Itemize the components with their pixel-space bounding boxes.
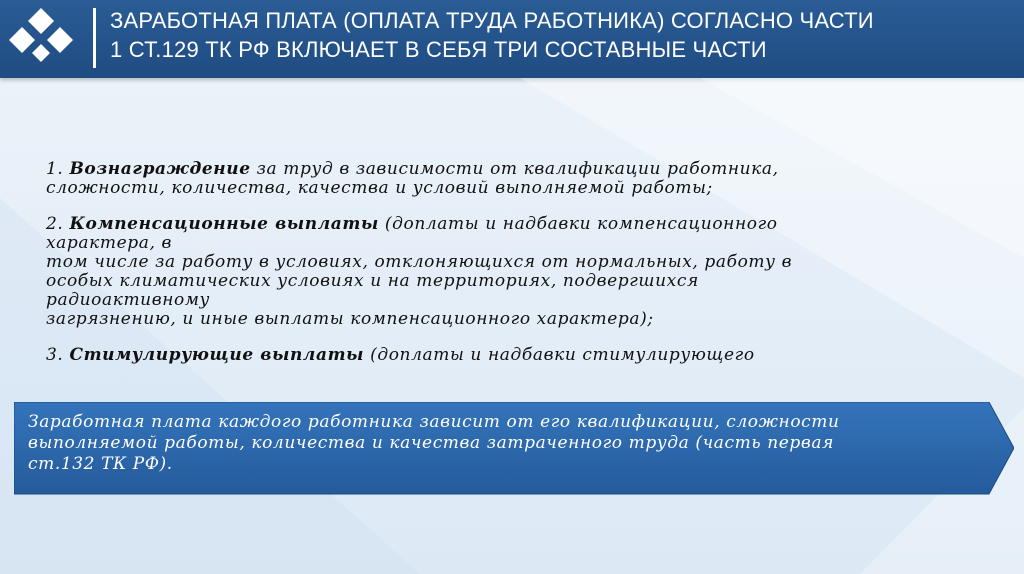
item-number: 1.	[46, 159, 64, 179]
list-item-2	[46, 215, 946, 329]
slide-title-line-2: 1 СТ.129 ТК РФ ВКЛЮЧАЕТ В СЕБЯ ТРИ СОСТАВНЫЕ ЧАСТИ	[110, 37, 767, 62]
item-text-line: том числе за работу в условиях, отклоняющихся от нормальных, работу в	[46, 252, 793, 272]
slide-body	[46, 160, 946, 365]
item-text-line: (доплаты и надбавки компенсационного	[378, 214, 778, 234]
item-text-line: радиоактивному	[46, 290, 211, 310]
item-text-line: характера, в	[46, 233, 172, 253]
item-number: 3.	[46, 345, 64, 365]
list-item-3	[46, 346, 946, 365]
item-text-line: загрязнению, и иные выплаты компенсационного характера);	[46, 309, 654, 329]
item-text-line: (доплаты и надбавки стимулирующего	[364, 345, 755, 365]
callout-line-1: Заработная плата каждого работника зависит от его квалификации, сложности	[28, 412, 840, 432]
callout-text	[28, 412, 993, 475]
item-number: 2.	[46, 214, 64, 234]
callout-arrow-box	[14, 402, 1014, 498]
diamond-logo-icon	[6, 4, 76, 66]
item-text-line: особых климатических условиях и на территориях, подвергшихся	[46, 271, 699, 291]
item-text-line: сложности, количества, качества и условий выполняемой работы;	[46, 178, 713, 198]
item-term: Компенсационные выплаты	[69, 214, 379, 234]
item-term: Вознаграждение	[69, 159, 251, 179]
header-divider	[93, 8, 96, 68]
list-item-1	[46, 160, 946, 198]
slide-header	[0, 0, 1024, 78]
item-text-line: за труд в зависимости от квалификации работника,	[250, 159, 779, 179]
slide-title	[110, 6, 1020, 64]
item-term: Стимулирующие выплаты	[69, 345, 365, 365]
callout-line-3: ст.132 ТК РФ).	[28, 454, 173, 474]
callout-line-2: выполняемой работы, количества и качества затраченного труда (часть первая	[28, 433, 835, 453]
slide-title-line-1: ЗАРАБОТНАЯ ПЛАТА (ОПЛАТА ТРУДА РАБОТНИКА) СОГЛАСНО ЧАСТИ	[110, 8, 874, 33]
